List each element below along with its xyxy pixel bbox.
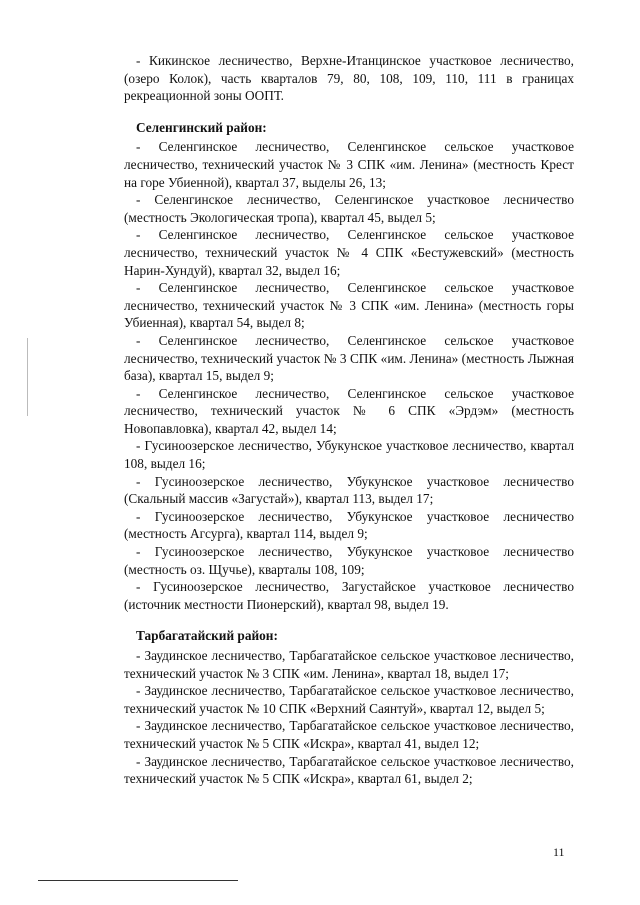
- list-item: - Гусиноозерское лесничество, Убукунское участковое лесничество (Скальный массив «Загустай»), квартал 113, выдел 17;: [124, 473, 574, 507]
- list-item: - Селенгинское лесничество, Селенгинское сельское участковое лесничество, технический участок № 3 СПК «им. Ленина» (местность Крест на горе Убиенной), квартал 37, выделы 26, 13;: [124, 139, 574, 190]
- section-selenginsky: [124, 119, 574, 614]
- list-item: - Селенгинское лесничество, Селенгинское сельское участковое лесничество, технический участок № 4 СПК «Бестужевский» (местность Нарин-Хундуй), квартал 32, выдел 16;: [124, 227, 574, 278]
- list-item: - Заудинское лесничество, Тарбагатайское сельское участковое лесничество, технический участок № 5 СПК «Искра», квартал 41, выдел 12;: [124, 718, 574, 751]
- section-title: Селенгинский район:: [136, 119, 267, 135]
- intro-paragraph: - Кикинское лесничество, Верхне-Итанцинское участковое лесничество, (озеро Колок), часть кварталов 79, 80, 108, 109, 110, 111 в границах рекреационной зоны ООПТ.: [124, 53, 574, 104]
- list-item: - Селенгинское лесничество, Селенгинское сельское участковое лесничество, технический участок № 3 СПК «им. Ленина» (местность Лыжная база), квартал 15, выдел 9;: [124, 332, 574, 384]
- page-number: 11: [553, 845, 565, 859]
- section-title: Тарбагатайский район:: [136, 628, 278, 644]
- list-item: - Гусиноозерское лесничество, Убукунское участковое лесничество (местность оз. Щучье), кварталы 108, 109;: [124, 544, 574, 577]
- list-item: - Гусиноозерское лесничество, Убукунское участковое лесничество (местность Агсурга), квартал 114, выдел 9;: [124, 508, 574, 542]
- list-item: - Селенгинское лесничество, Селенгинское участковое лесничество (местность Экологическая тропа), квартал 45, выдел 5;: [124, 192, 574, 225]
- document-body: [124, 52, 574, 788]
- list-item: - Селенгинское лесничество, Селенгинское сельское участковое лесничество, технический участок № 6 СПК «Эрдэм» (местность Новопавловка), квартал 42, выдел 14;: [124, 385, 574, 436]
- footnote-rule: [38, 880, 238, 881]
- list-item: - Гусиноозерское лесничество, Убукунское участковое лесничество, квартал 108, выдел 16;: [124, 438, 574, 472]
- list-item: - Заудинское лесничество, Тарбагатайское сельское участковое лесничество, технический участок № 10 СПК «Верхний Саянтуй», квартал 12, выдел 5;: [124, 683, 574, 716]
- scan-margin-mark: [27, 338, 28, 416]
- list-item: - Гусиноозерское лесничество, Загустайское участковое лесничество (источник местности Пионерский), квартал 98, выдел 19.: [124, 579, 574, 612]
- section-tarbagataisky: [124, 627, 574, 787]
- list-item: - Заудинское лесничество, Тарбагатайское сельское участковое лесничество, технический участок № 5 СПК «Искра», квартал 61, выдел 2;: [124, 753, 574, 787]
- list-item: - Селенгинское лесничество, Селенгинское сельское участковое лесничество, технический участок № 3 СПК «им. Ленина» (местность горы Убиенная), квартал 54, выдел 8;: [124, 280, 574, 331]
- list-item: - Заудинское лесничество, Тарбагатайское сельское участковое лесничество, технический участок № 3 СПК «им. Ленина», квартал 18, выдел 17;: [124, 648, 574, 681]
